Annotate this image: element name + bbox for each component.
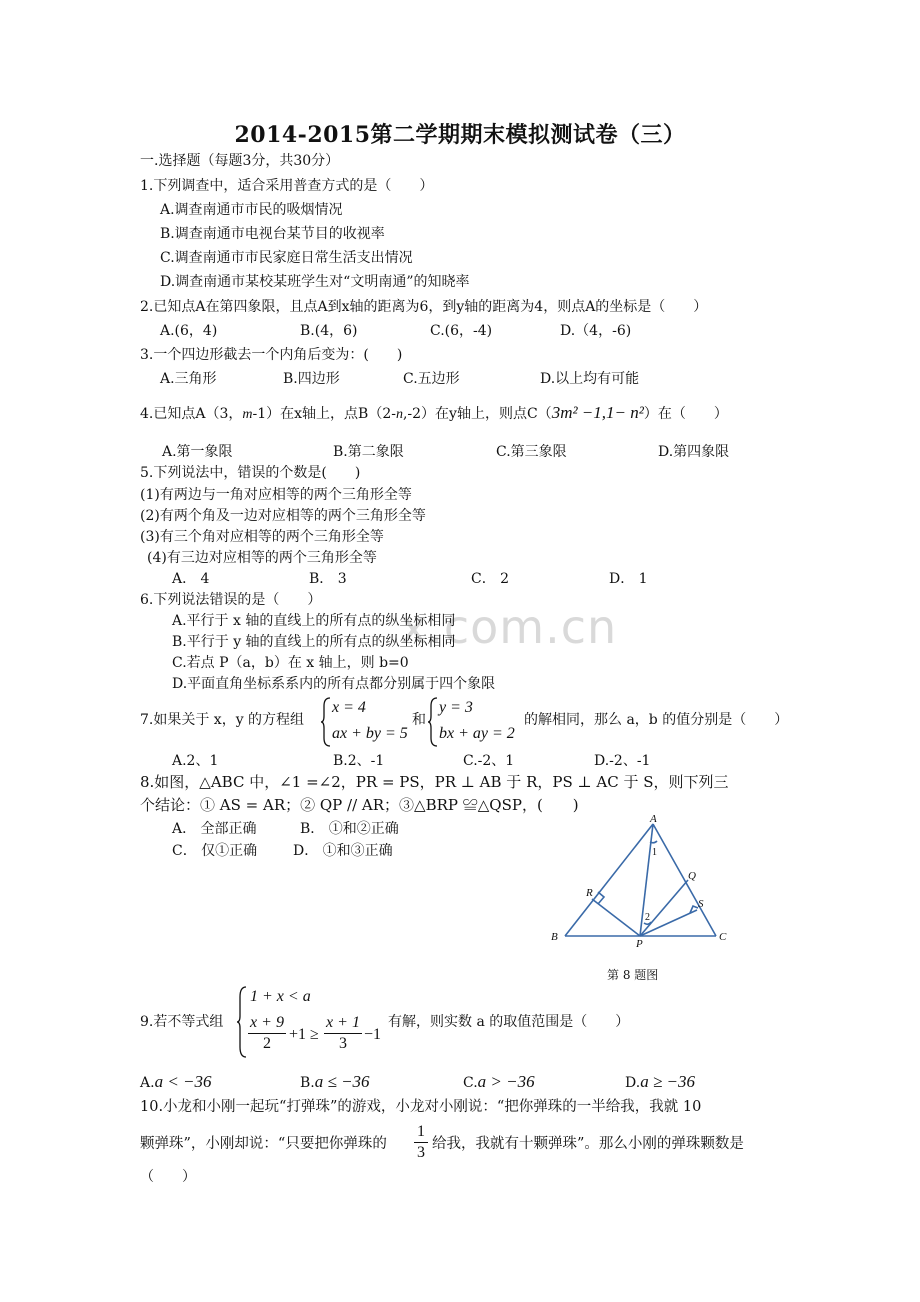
q10-fraction-denominator: 3 xyxy=(417,1144,425,1161)
q7-system1-line2: ax + by = 5 xyxy=(332,725,408,742)
q9-option-a-expr: a < −36 xyxy=(154,1072,212,1091)
q9-option-b-letter: B. xyxy=(300,1075,315,1091)
q10-line3: （ ） xyxy=(140,1169,196,1185)
q9-option-b xyxy=(300,1073,370,1092)
q3-option-b: B.四边形 xyxy=(283,371,340,387)
q7-system1-line1: x = 4 xyxy=(332,699,366,716)
q7-option-d: D.-2、-1 xyxy=(594,753,651,769)
q7-stem-post: 的解相同，那么 a，b 的值分别是（ ） xyxy=(524,712,789,728)
q7-brace-2 xyxy=(427,696,439,748)
q7-option-c: C.-2、1 xyxy=(463,753,515,769)
q8-option-c: C． 仅①正确 xyxy=(172,843,258,859)
q2-option-c: C.(6，-4) xyxy=(430,323,493,339)
label-a: A xyxy=(650,813,657,825)
q6-stem: 6.下列说法错误的是（ ） xyxy=(140,592,322,608)
q4-stem-post: ）在（ ） xyxy=(643,406,728,422)
q9-option-c-letter: C. xyxy=(463,1075,478,1091)
q9-option-b-expr: a ≤ −36 xyxy=(314,1072,370,1091)
q3-option-d: D.以上均有可能 xyxy=(540,371,640,387)
q10-fraction-numerator: 1 xyxy=(414,1122,428,1143)
q4-option-a: A.第一象限 xyxy=(162,444,233,460)
label-r: R xyxy=(586,887,593,899)
q9-option-a-letter: A. xyxy=(140,1075,155,1091)
q5-option-d: D． 1 xyxy=(609,571,648,587)
q5-option-b: B． 3 xyxy=(309,571,347,587)
q9-fraction-1-numerator: x + 9 xyxy=(248,1013,286,1034)
q2-option-b: B.(4，6) xyxy=(300,323,358,339)
label-q: Q xyxy=(688,870,696,882)
q5-statement-3: (3)有三个角对应相等的两个三角形全等 xyxy=(140,529,384,545)
q4-stem-mid2: ,-2）在y轴上，则点C（ xyxy=(402,406,552,422)
q7-system2-line2: bx + ay = 2 xyxy=(439,725,515,742)
label-angle-1: 1 xyxy=(652,847,657,858)
q9-fraction-1-denominator: 2 xyxy=(263,1035,271,1052)
segment-ac xyxy=(653,824,716,936)
q9-fraction-2-denominator: 3 xyxy=(339,1035,347,1052)
q3-stem: 3.一个四边形截去一个内角后变为：( ) xyxy=(140,347,403,363)
q9-tail: −1 xyxy=(364,1026,382,1043)
q8-figure-caption: 第 8 题图 xyxy=(607,968,659,982)
label-b: B xyxy=(551,931,558,943)
label-p: P xyxy=(636,938,643,950)
q9-option-d-letter: D. xyxy=(625,1075,641,1091)
q4-expression: 3m² −1,1− n² xyxy=(551,403,644,422)
q1-option-c: C.调查南通市市民家庭日常生活支出情况 xyxy=(160,250,413,266)
section-heading: 一.选择题（每题3分，共30分） xyxy=(140,153,340,169)
q9-option-c-expr: a > −36 xyxy=(477,1072,535,1091)
q4-option-b: B.第二象限 xyxy=(333,444,404,460)
segment-ab xyxy=(565,824,653,936)
page-title: 2014-2015第二学期期末模拟测试卷（三） xyxy=(234,122,686,148)
q9-fraction-1 xyxy=(248,1013,286,1054)
q7-option-b: B.2、-1 xyxy=(333,753,385,769)
q1-option-d: D.调查南通市某校某班学生对“文明南通”的知晓率 xyxy=(160,274,470,290)
q6-option-a: A.平行于 x 轴的直线上的所有点的纵坐标相同 xyxy=(172,613,456,629)
q2-option-a: A.(6，4) xyxy=(160,323,218,339)
q9-mid: +1 ≥ xyxy=(289,1026,319,1043)
q9-option-a xyxy=(140,1073,212,1092)
q8-stem-line1: 8.如图，△ABC 中，∠1 =∠2，PR = PS，PR ⊥ AB 于 R，PS ⊥ AC 于 S，则下列三 xyxy=(140,773,729,791)
q1-option-a: A.调查南通市市民的吸烟情况 xyxy=(160,202,343,218)
q5-statement-2: (2)有两个角及一边对应相等的两个三角形全等 xyxy=(140,508,426,524)
q8-option-d: D． ①和③正确 xyxy=(293,843,393,859)
q9-option-d xyxy=(625,1073,695,1092)
q1-option-b: B.调查南通市电视台某节目的收视率 xyxy=(160,226,385,242)
q8-triangle-figure xyxy=(540,810,740,950)
watermark: x.com.cn xyxy=(400,600,618,654)
q2-stem: 2.已知点A在第四象限，且点A到x轴的距离为6，到y轴的距离为4，则点A的坐标是（ ） xyxy=(140,299,708,315)
q9-brace xyxy=(236,985,248,1060)
q9-fraction-2 xyxy=(324,1013,362,1054)
q9-stem-post: 有解，则实数 a 的取值范围是（ ） xyxy=(388,1014,630,1030)
label-angle-2: 2 xyxy=(645,912,650,923)
q4-var-m: m xyxy=(242,407,253,422)
q7-and: 和 xyxy=(412,712,426,728)
q9-option-c xyxy=(463,1073,535,1092)
q5-stem: 5.下列说法中，错误的个数是( ) xyxy=(140,465,361,481)
q7-brace-1 xyxy=(320,696,332,748)
q7-system2-line1: y = 3 xyxy=(439,699,473,716)
q5-option-a: A． 4 xyxy=(172,571,210,587)
q8-option-b: B． ①和②正确 xyxy=(300,821,399,837)
q4-stem-mid: -1）在x轴上，点B（2- xyxy=(252,406,396,422)
q10-line2-pre: 颗弹珠”，小刚却说：“只要把你弹珠的 xyxy=(140,1136,387,1152)
q8-option-a: A． 全部正确 xyxy=(172,821,257,837)
q2-option-d: D.（4，-6) xyxy=(560,323,632,339)
q4-stem-pre: 4.已知点A（3， xyxy=(140,406,243,422)
q9-fraction-2-numerator: x + 1 xyxy=(324,1013,362,1034)
label-c: C xyxy=(719,931,727,943)
q3-option-c: C.五边形 xyxy=(403,371,460,387)
q5-statement-1: (1)有两边与一角对应相等的两个三角形全等 xyxy=(140,487,412,503)
q8-stem-line2: 个结论：① AS = AR；② QP // AR；③△BRP ≌△QSP，( ) xyxy=(140,796,579,814)
q7-stem-pre: 7.如果关于 x，y 的方程组 xyxy=(140,712,305,728)
q4-option-c: C.第三象限 xyxy=(496,444,567,460)
q1-stem: 1.下列调查中，适合采用普查方式的是（ ） xyxy=(140,178,434,194)
q4-stem xyxy=(140,404,728,424)
q5-option-c: C． 2 xyxy=(471,571,510,587)
q9-inequality-1: 1 + x < a xyxy=(250,988,311,1005)
q10-fraction xyxy=(414,1122,428,1163)
q6-option-d: D.平面直角坐标系系内的所有点都分别属于四个象限 xyxy=(172,676,496,692)
q7-option-a: A.2、1 xyxy=(172,753,219,769)
q4-option-d: D.第四象限 xyxy=(658,444,730,460)
q10-line1: 10.小龙和小刚一起玩“打弹珠”的游戏，小龙对小刚说：“把你弹珠的一半给我，我就 10 xyxy=(140,1099,702,1115)
label-s: S xyxy=(698,898,704,910)
q5-statement-4: (4)有三边对应相等的两个三角形全等 xyxy=(147,550,377,566)
segment-pr xyxy=(592,899,640,936)
q9-stem-pre: 9.若不等式组 xyxy=(140,1014,224,1030)
segment-pq xyxy=(640,880,688,936)
q4-var-n: n xyxy=(395,407,403,422)
q9-option-d-expr: a ≥ −36 xyxy=(640,1072,695,1091)
q6-option-b: B.平行于 y 轴的直线上的所有点的纵坐标相同 xyxy=(172,634,456,650)
q10-line2-post: 给我，我就有十颗弹珠”。那么小刚的弹珠颗数是 xyxy=(432,1136,744,1152)
q6-option-c: C.若点 P（a，b）在 x 轴上，则 b=0 xyxy=(172,655,409,671)
q3-option-a: A.三角形 xyxy=(160,371,217,387)
